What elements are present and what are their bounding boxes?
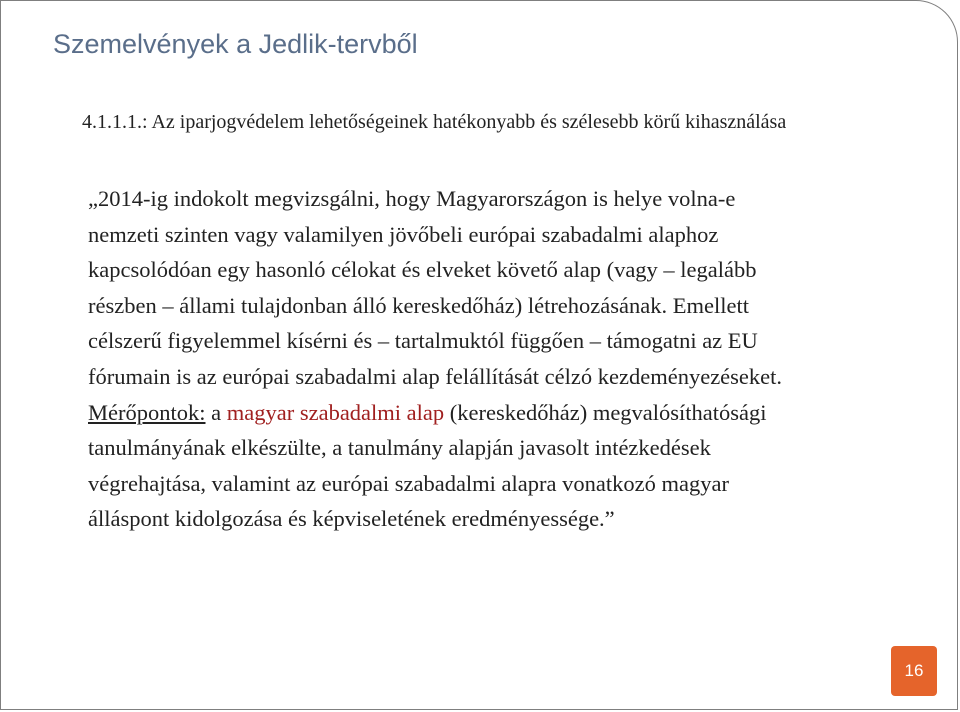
slide-title: Szemelvények a Jedlik-tervből <box>53 29 418 59</box>
body-line: álláspont kidolgozása és képviseletének eredményessége.” <box>88 506 615 532</box>
body-line: fórumain is az európai szabadalmi alap felállítását célzó kezdeményezéseket. <box>88 363 783 389</box>
body-line: kapcsolódóan egy hasonló célokat és elveket követő alap (vagy – legalább <box>88 257 757 283</box>
page-number-badge: 16 <box>891 646 937 696</box>
body-line: részben – állami tulajdonban álló kereskedőház) létrehozásának. Emellett <box>88 292 749 318</box>
quote-body <box>88 181 928 537</box>
section-heading: 4.1.1.1.: Az iparjogvédelem lehetőségeinek hatékonyabb és szélesebb körű kihasználása <box>82 111 787 133</box>
body-line: végrehajtása, valamint az európai szabadalmi alapra vonatkozó magyar <box>88 470 729 496</box>
meropontok-line <box>88 395 928 431</box>
meropontok-rest: (kereskedőház) megvalósíthatósági <box>444 399 767 425</box>
body-line: tanulmányának elkészülte, a tanulmány alapján javasolt intézkedések <box>88 435 711 461</box>
body-line: nemzeti szinten vagy valamilyen jövőbeli európai szabadalmi alaphoz <box>88 221 719 247</box>
meropontok-connector: a <box>205 399 227 425</box>
highlighted-term: magyar szabadalmi alap <box>226 399 445 425</box>
meropontok-label: Mérőpontok: <box>88 399 206 425</box>
body-line: célszerű figyelemmel kísérni és – tartalmuktól függően – támogatni az EU <box>88 328 758 354</box>
body-line: „2014-ig indokolt megvizsgálni, hogy Magyarországon is helye volna-e <box>88 186 736 211</box>
